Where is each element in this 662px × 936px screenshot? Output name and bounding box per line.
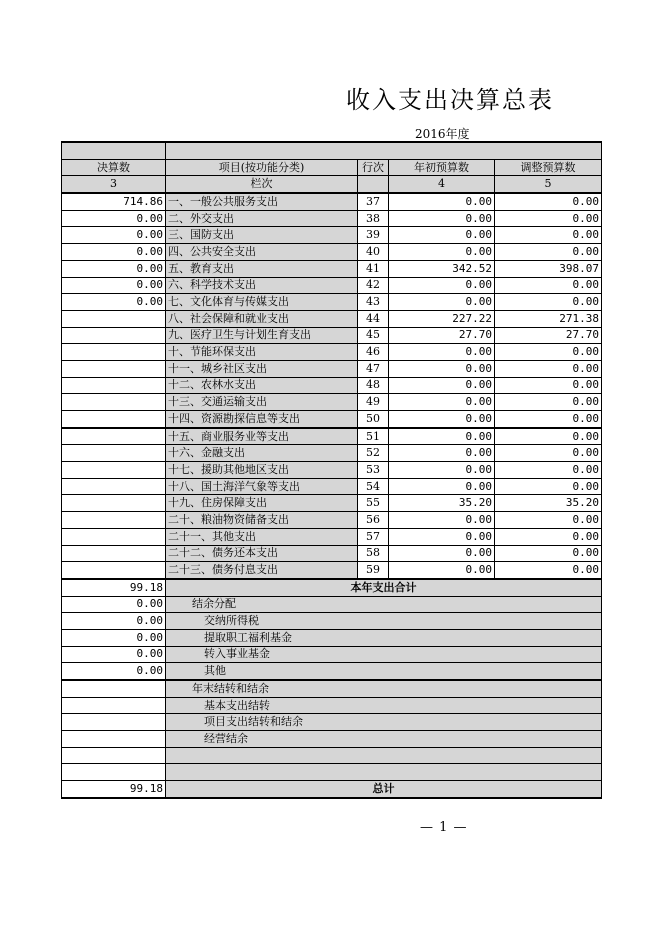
line-number-cell: 52 [358, 445, 389, 462]
summary-label-cell: 经营结余 [166, 731, 602, 748]
item-cell: 十三、交通运输支出 [166, 394, 358, 411]
initial-budget-cell: 0.00 [389, 277, 495, 294]
adjusted-budget-cell: 0.00 [495, 294, 602, 311]
adjusted-budget-cell: 0.00 [495, 193, 602, 210]
summary-amount-cell: 0.00 [62, 663, 166, 680]
table-row [62, 294, 602, 311]
line-number-cell: 37 [358, 193, 389, 210]
table-row [62, 512, 602, 529]
adjusted-budget-cell: 0.00 [495, 562, 602, 579]
line-number-cell: 58 [358, 545, 389, 562]
line-number-cell: 55 [358, 495, 389, 512]
adjusted-budget-cell: 0.00 [495, 411, 602, 428]
subheader-col-3: 3 [62, 176, 166, 193]
initial-budget-cell: 0.00 [389, 394, 495, 411]
summary-row [62, 596, 602, 613]
total-row [62, 579, 602, 596]
final-amount-cell [62, 478, 166, 495]
summary-amount-cell: 0.00 [62, 629, 166, 646]
line-number-cell: 38 [358, 210, 389, 227]
adjusted-budget-cell: 0.00 [495, 428, 602, 445]
summary-row [62, 731, 602, 748]
adjusted-budget-cell: 0.00 [495, 210, 602, 227]
summary-amount-cell [62, 747, 166, 764]
header-item: 项目(按功能分类) [166, 159, 358, 176]
table-row [62, 360, 602, 377]
adjusted-budget-cell: 0.00 [495, 462, 602, 479]
final-amount-cell: 0.00 [62, 227, 166, 244]
item-cell: 二十三、债务付息支出 [166, 562, 358, 579]
table-row [62, 193, 602, 210]
item-cell: 二、外交支出 [166, 210, 358, 227]
subheader-col-4: 4 [389, 176, 495, 193]
grand-total-amount-cell: 99.18 [62, 781, 166, 798]
table-row [62, 260, 602, 277]
summary-amount-cell: 0.00 [62, 596, 166, 613]
initial-budget-cell: 0.00 [389, 528, 495, 545]
table-row [62, 495, 602, 512]
initial-budget-cell: 0.00 [389, 428, 495, 445]
adjusted-budget-cell: 35.20 [495, 495, 602, 512]
page-title: 收入支出决算总表 [346, 86, 554, 114]
adjusted-budget-cell: 0.00 [495, 545, 602, 562]
subheader-empty [358, 176, 389, 193]
table-row [62, 394, 602, 411]
adjusted-budget-cell: 0.00 [495, 478, 602, 495]
summary-label-cell: 交纳所得税 [166, 613, 602, 630]
line-number-cell: 51 [358, 428, 389, 445]
line-number-cell: 56 [358, 512, 389, 529]
item-cell: 十九、住房保障支出 [166, 495, 358, 512]
item-cell: 十一、城乡社区支出 [166, 360, 358, 377]
item-cell: 十二、农林水支出 [166, 377, 358, 394]
summary-label-cell: 转入事业基金 [166, 646, 602, 663]
total-label-cell: 本年支出合计 [166, 579, 602, 596]
final-amount-cell [62, 377, 166, 394]
summary-row [62, 613, 602, 630]
table-row [62, 277, 602, 294]
adjusted-budget-cell: 27.70 [495, 327, 602, 344]
summary-amount-cell [62, 697, 166, 714]
summary-row [62, 680, 602, 697]
item-cell: 十五、商业服务业等支出 [166, 428, 358, 445]
line-number-cell: 40 [358, 244, 389, 261]
final-amount-cell: 0.00 [62, 294, 166, 311]
header-row [62, 159, 602, 176]
table-row [62, 244, 602, 261]
adjusted-budget-cell: 0.00 [495, 344, 602, 361]
header-adjusted-budget: 调整预算数 [495, 159, 602, 176]
final-amount-cell [62, 411, 166, 428]
final-amount-cell: 0.00 [62, 260, 166, 277]
final-amount-cell [62, 545, 166, 562]
line-number-cell: 47 [358, 360, 389, 377]
final-amount-cell: 0.00 [62, 244, 166, 261]
summary-label-cell: 其他 [166, 663, 602, 680]
initial-budget-cell: 227.22 [389, 310, 495, 327]
initial-budget-cell: 0.00 [389, 227, 495, 244]
table-row [62, 210, 602, 227]
summary-amount-cell [62, 714, 166, 731]
table-row [62, 377, 602, 394]
summary-label-cell: 年末结转和结余 [166, 680, 602, 697]
line-number-cell: 41 [358, 260, 389, 277]
item-cell: 十、节能环保支出 [166, 344, 358, 361]
summary-row [62, 697, 602, 714]
summary-label-cell [166, 747, 602, 764]
item-cell: 十七、援助其他地区支出 [166, 462, 358, 479]
final-amount-cell [62, 327, 166, 344]
final-amount-cell: 0.00 [62, 277, 166, 294]
item-cell: 一、一般公共服务支出 [166, 193, 358, 210]
final-amount-cell [62, 462, 166, 479]
final-amount-cell: 714.86 [62, 193, 166, 210]
initial-budget-cell: 0.00 [389, 411, 495, 428]
initial-budget-cell: 0.00 [389, 294, 495, 311]
final-amount-cell [62, 310, 166, 327]
header-final: 决算数 [62, 159, 166, 176]
line-number-cell: 57 [358, 528, 389, 545]
summary-amount-cell [62, 731, 166, 748]
adjusted-budget-cell: 0.00 [495, 528, 602, 545]
final-amount-cell [62, 512, 166, 529]
initial-budget-cell: 0.00 [389, 478, 495, 495]
page-number: — 1 — [420, 820, 468, 835]
item-cell: 九、医疗卫生与计划生育支出 [166, 327, 358, 344]
initial-budget-cell: 342.52 [389, 260, 495, 277]
summary-label-cell: 基本支出结转 [166, 697, 602, 714]
table-row [62, 344, 602, 361]
table-row [62, 545, 602, 562]
header-initial-budget: 年初预算数 [389, 159, 495, 176]
item-cell: 七、文化体育与传媒支出 [166, 294, 358, 311]
initial-budget-cell: 0.00 [389, 193, 495, 210]
grand-total-label-cell: 总计 [166, 781, 602, 798]
item-cell: 二十、粮油物资储备支出 [166, 512, 358, 529]
line-number-cell: 59 [358, 562, 389, 579]
line-number-cell: 54 [358, 478, 389, 495]
final-amount-cell [62, 495, 166, 512]
summary-row [62, 714, 602, 731]
initial-budget-cell: 35.20 [389, 495, 495, 512]
item-cell: 三、国防支出 [166, 227, 358, 244]
final-amount-cell [62, 428, 166, 445]
line-number-cell: 46 [358, 344, 389, 361]
table-row [62, 310, 602, 327]
adjusted-budget-cell: 0.00 [495, 445, 602, 462]
table-row [62, 327, 602, 344]
summary-amount-cell [62, 764, 166, 781]
adjusted-budget-cell: 271.38 [495, 310, 602, 327]
initial-budget-cell: 0.00 [389, 210, 495, 227]
grand-total-row [62, 781, 602, 798]
line-number-cell: 50 [358, 411, 389, 428]
summary-amount-cell [62, 680, 166, 697]
item-cell: 四、公共安全支出 [166, 244, 358, 261]
item-cell: 五、教育支出 [166, 260, 358, 277]
final-amount-cell [62, 394, 166, 411]
adjusted-budget-cell: 0.00 [495, 244, 602, 261]
item-cell: 二十一、其他支出 [166, 528, 358, 545]
table-row [62, 528, 602, 545]
summary-amount-cell: 0.00 [62, 613, 166, 630]
line-number-cell: 53 [358, 462, 389, 479]
item-cell: 八、社会保障和就业支出 [166, 310, 358, 327]
table-row [62, 462, 602, 479]
final-amount-cell [62, 528, 166, 545]
item-cell: 六、科学技术支出 [166, 277, 358, 294]
adjusted-budget-cell: 0.00 [495, 360, 602, 377]
item-cell: 十四、资源勘探信息等支出 [166, 411, 358, 428]
table-row [62, 411, 602, 428]
initial-budget-cell: 0.00 [389, 377, 495, 394]
summary-row [62, 747, 602, 764]
summary-amount-cell: 0.00 [62, 646, 166, 663]
initial-budget-cell: 0.00 [389, 545, 495, 562]
table-row [62, 445, 602, 462]
initial-budget-cell: 0.00 [389, 445, 495, 462]
final-amount-cell [62, 360, 166, 377]
subheader-col-5: 5 [495, 176, 602, 193]
final-amount-cell [62, 445, 166, 462]
summary-row [62, 646, 602, 663]
line-number-cell: 44 [358, 310, 389, 327]
initial-budget-cell: 0.00 [389, 344, 495, 361]
initial-budget-cell: 0.00 [389, 360, 495, 377]
item-cell: 十八、国土海洋气象等支出 [166, 478, 358, 495]
final-amount-cell: 0.00 [62, 210, 166, 227]
final-amount-cell [62, 344, 166, 361]
adjusted-budget-cell: 0.00 [495, 394, 602, 411]
item-cell: 二十二、债务还本支出 [166, 545, 358, 562]
initial-budget-cell: 0.00 [389, 244, 495, 261]
fiscal-year: 2016年度 [415, 127, 470, 141]
adjusted-budget-cell: 0.00 [495, 512, 602, 529]
adjusted-budget-cell: 398.07 [495, 260, 602, 277]
table-row [62, 478, 602, 495]
summary-label-cell: 提取职工福利基金 [166, 629, 602, 646]
line-number-cell: 49 [358, 394, 389, 411]
initial-budget-cell: 0.00 [389, 562, 495, 579]
item-cell: 十六、金融支出 [166, 445, 358, 462]
adjusted-budget-cell: 0.00 [495, 227, 602, 244]
initial-budget-cell: 0.00 [389, 512, 495, 529]
initial-budget-cell: 0.00 [389, 462, 495, 479]
total-amount-cell: 99.18 [62, 579, 166, 596]
table-row [62, 227, 602, 244]
line-number-cell: 42 [358, 277, 389, 294]
subheader-label: 栏次 [166, 176, 358, 193]
line-number-cell: 43 [358, 294, 389, 311]
table-row [62, 428, 602, 445]
adjusted-budget-cell: 0.00 [495, 377, 602, 394]
summary-row [62, 629, 602, 646]
line-number-cell: 45 [358, 327, 389, 344]
summary-label-cell: 结余分配 [166, 596, 602, 613]
header-line: 行次 [358, 159, 389, 176]
initial-budget-cell: 27.70 [389, 327, 495, 344]
budget-table [61, 141, 602, 799]
summary-row [62, 663, 602, 680]
subheader-row [62, 176, 602, 193]
adjusted-budget-cell: 0.00 [495, 277, 602, 294]
line-number-cell: 39 [358, 227, 389, 244]
table-row [62, 562, 602, 579]
final-amount-cell [62, 562, 166, 579]
summary-label-cell [166, 764, 602, 781]
blank-header-row [62, 142, 602, 159]
line-number-cell: 48 [358, 377, 389, 394]
summary-row [62, 764, 602, 781]
summary-label-cell: 项目支出结转和结余 [166, 714, 602, 731]
